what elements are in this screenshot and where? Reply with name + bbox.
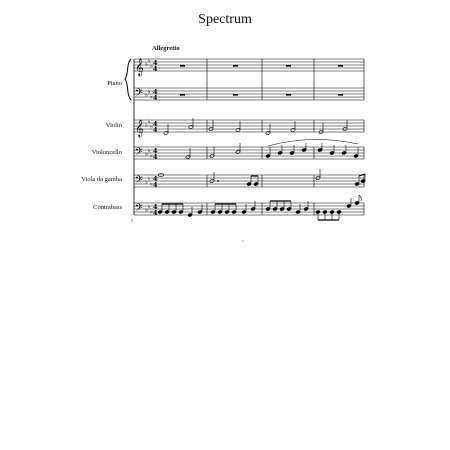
treble-clef-icon: 𝄞 (135, 58, 144, 76)
svg-text:♭: ♭ (145, 92, 148, 99)
svg-text:4: 4 (153, 153, 158, 161)
piano-bass-staff (134, 88, 364, 100)
svg-text:♭: ♭ (150, 152, 153, 160)
svg-text:♭: ♭ (150, 208, 153, 216)
svg-text:♭: ♭ (150, 123, 153, 131)
svg-text:4: 4 (153, 120, 158, 128)
svg-text:♭: ♭ (147, 175, 151, 183)
violoncello-staff (134, 147, 364, 159)
svg-text:♭: ♭ (145, 122, 148, 129)
svg-text:♭: ♭ (145, 207, 148, 214)
piano-brace (125, 59, 131, 100)
svg-text:4: 4 (153, 203, 158, 211)
svg-text:4: 4 (153, 175, 158, 183)
svg-text:♭: ♭ (150, 180, 153, 188)
svg-text:♭: ♭ (150, 62, 153, 70)
bass-clef-icon: 𝄢 (135, 202, 143, 216)
svg-text:♭: ♭ (145, 179, 148, 186)
measure-number: 5 (131, 218, 133, 223)
contrabass-staff (134, 203, 364, 215)
instrument-label-violoncello: Violoncello (91, 149, 122, 156)
svg-text:4: 4 (153, 181, 158, 189)
bass-clef-icon: 𝄢 (135, 146, 143, 160)
svg-text:4: 4 (153, 59, 158, 67)
bass-clef-icon: 𝄢 (135, 174, 143, 188)
page-mark (242, 240, 243, 241)
instrument-label-piano: Piano (107, 80, 122, 87)
instrument-label-violin: Violin (105, 122, 122, 129)
svg-text:4: 4 (153, 209, 158, 217)
svg-text:♭: ♭ (145, 151, 148, 158)
tempo-marking: Allegretto (152, 45, 180, 52)
violin-notes (163, 118, 347, 135)
svg-text:4: 4 (153, 65, 158, 73)
svg-text:♭: ♭ (145, 61, 148, 68)
instrument-label-viola-da-gamba: Viola da gamba (81, 176, 122, 183)
svg-text:♭: ♭ (147, 203, 151, 211)
piano-treble-staff (134, 59, 364, 71)
svg-text:♭: ♭ (147, 147, 151, 155)
time-signatures (153, 59, 158, 217)
treble-clef-icon: 𝄞 (135, 119, 144, 137)
svg-text:♭: ♭ (147, 88, 151, 96)
bass-clef-icon: 𝄢 (135, 87, 143, 101)
key-signatures (145, 58, 153, 216)
contrabass-notes (158, 195, 362, 220)
svg-text:♭: ♭ (147, 118, 151, 126)
svg-text:♭: ♭ (147, 57, 151, 65)
score-title: Spectrum (198, 12, 252, 27)
slur (268, 139, 358, 146)
violin-staff (134, 120, 364, 132)
svg-text:4: 4 (153, 94, 158, 102)
barlines (207, 59, 364, 215)
svg-text:4: 4 (153, 147, 158, 155)
svg-text:4: 4 (153, 88, 158, 96)
instrument-label-contrabass: Contrabass (93, 204, 122, 211)
svg-text:♭: ♭ (150, 93, 153, 101)
svg-text:4: 4 (153, 126, 158, 134)
